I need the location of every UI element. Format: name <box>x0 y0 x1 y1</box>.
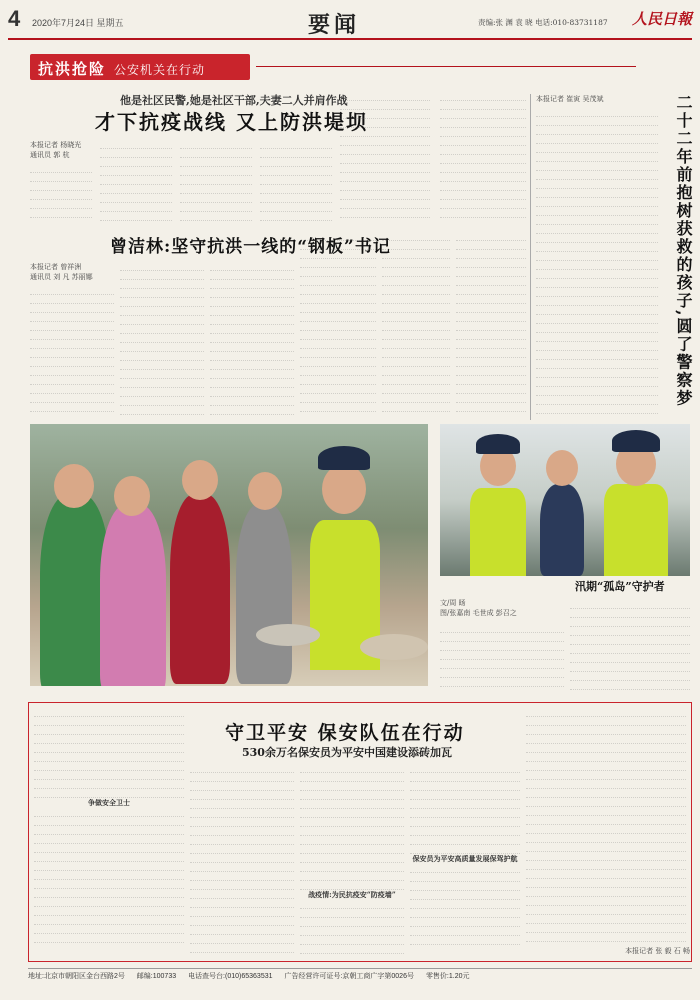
side-photo-caption: 汛期“孤岛”守护者 <box>575 580 665 593</box>
banner-title: 抗洪抢险 <box>38 60 107 78</box>
story1-column-2 <box>100 140 172 226</box>
story2-column-6 <box>456 232 526 420</box>
photo-villager-4 <box>236 504 292 684</box>
side-photo-officer-2-head <box>546 450 578 486</box>
story1-column-5 <box>340 92 430 226</box>
bottom-story-column-3 <box>300 764 404 956</box>
story2-title: 曾洁林:坚守抗洪一线的“钢板”书记 <box>110 237 391 257</box>
story2-byline-correspondent: 通讯员 刘 凡 苏丽娜 <box>30 273 93 281</box>
footer-ad-license: 广告经营许可证号:京朝工商广字第0026号 <box>284 973 414 980</box>
story1-column-1 <box>30 164 92 226</box>
bottom-story-column-5 <box>526 708 686 944</box>
story3-column <box>536 108 658 420</box>
banner-subtitle: 公安机关在行动 <box>114 63 206 77</box>
page-number: 4 <box>8 6 21 31</box>
side-photo-officer-1-cap <box>476 434 520 454</box>
story2-column-2 <box>120 262 204 420</box>
photo-police-cap <box>318 446 370 470</box>
bottom-section-head-3: 保安员为平安高质量发展保驾护航 <box>412 854 518 863</box>
story4-column-1 <box>440 624 564 692</box>
story2-column-1 <box>30 286 114 420</box>
photo-eggs-basin <box>360 634 428 660</box>
band-divider <box>256 66 636 67</box>
side-photo-officer-1-vest <box>470 488 526 576</box>
photo-villager-4-head <box>248 472 282 510</box>
bottom-story-byline: 本报记者 张 毅 石 畅 <box>625 947 690 955</box>
photo-villager-3-head <box>182 460 218 500</box>
story2-byline <box>30 262 100 282</box>
masthead <box>8 4 692 40</box>
story4-byline-text: 文/周 旸 <box>440 599 466 607</box>
footer-postcode: 邮编:100733 <box>136 973 177 980</box>
story1-title: 才下抗疫战线 又上防洪堤坝 <box>95 110 368 134</box>
side-photo <box>440 424 690 576</box>
bottom-story-subtitle: 530余万名保安员为平安中国建设添砖加瓦 <box>242 746 452 759</box>
photo-villager-2 <box>100 504 166 686</box>
story4-byline-photo: 图/张嘉南 毛世成 彭召之 <box>440 609 517 617</box>
bottom-story-column-2 <box>190 764 294 956</box>
photo-food-bowl <box>256 624 320 646</box>
bottom-section-head-1: 争做安全卫士 <box>88 798 130 807</box>
photo-villager-3 <box>170 494 230 684</box>
story4-column-2 <box>570 600 690 692</box>
footer-price: 零售价:1.20元 <box>425 973 470 980</box>
story2-column-5 <box>382 232 450 420</box>
photo-villager-2-head <box>114 476 150 516</box>
main-photo <box>30 424 428 686</box>
bottom-section-head-2: 战疫情:为民抗疫安“防疫墙” <box>308 890 396 899</box>
story1-byline <box>30 140 90 160</box>
footer-phone: 电话查号台:(010)65363531 <box>188 973 273 980</box>
side-photo-officer-2 <box>540 484 584 576</box>
story1-byline-correspondent: 通讯员 郭 杭 <box>30 151 70 159</box>
story3-byline: 本报记者 崔寅 吴茂斌 <box>536 95 604 103</box>
story2-column-4 <box>300 232 376 420</box>
feature-band <box>30 44 640 88</box>
story4-byline <box>440 598 540 618</box>
bottom-story-title: 守卫平安 保安队伍在行动 <box>225 722 465 744</box>
editors-line: 责编:张 渊 袁 晓 电话:010-83731187 <box>478 18 608 27</box>
story1-kicker: 他是社区民警,她是社区干部,夫妻二人并肩作战 <box>120 94 348 107</box>
photo-villager-1-head <box>54 464 94 508</box>
newspaper-logo: 人民日報 <box>631 10 692 28</box>
page-footer <box>28 968 692 992</box>
side-photo-officer-3-cap <box>612 430 660 452</box>
photo-police-head <box>322 464 366 514</box>
section-title: 要闻 <box>308 12 361 38</box>
flood-banner <box>30 54 250 80</box>
story2-column-3 <box>210 262 294 420</box>
story2-byline-reporter: 本报记者 曾祥洲 <box>30 263 82 271</box>
page-date: 2020年7月24日 星期五 <box>32 18 124 28</box>
story1-column-4 <box>260 140 332 226</box>
bottom-story-column-1 <box>34 708 184 956</box>
footer-address: 地址:北京市朝阳区金台西路2号 <box>28 973 125 980</box>
story1-column-6 <box>440 92 526 226</box>
side-photo-officer-3-vest <box>604 484 668 576</box>
story3-vertical-title: 二十二年前抱树获救的孩子,圆了警察梦 <box>674 94 693 408</box>
story1-byline-reporter: 本报记者 杨晓光 <box>30 141 82 149</box>
column-divider <box>530 94 531 420</box>
story1-column-3 <box>180 140 252 226</box>
bottom-story-column-4 <box>410 764 520 956</box>
